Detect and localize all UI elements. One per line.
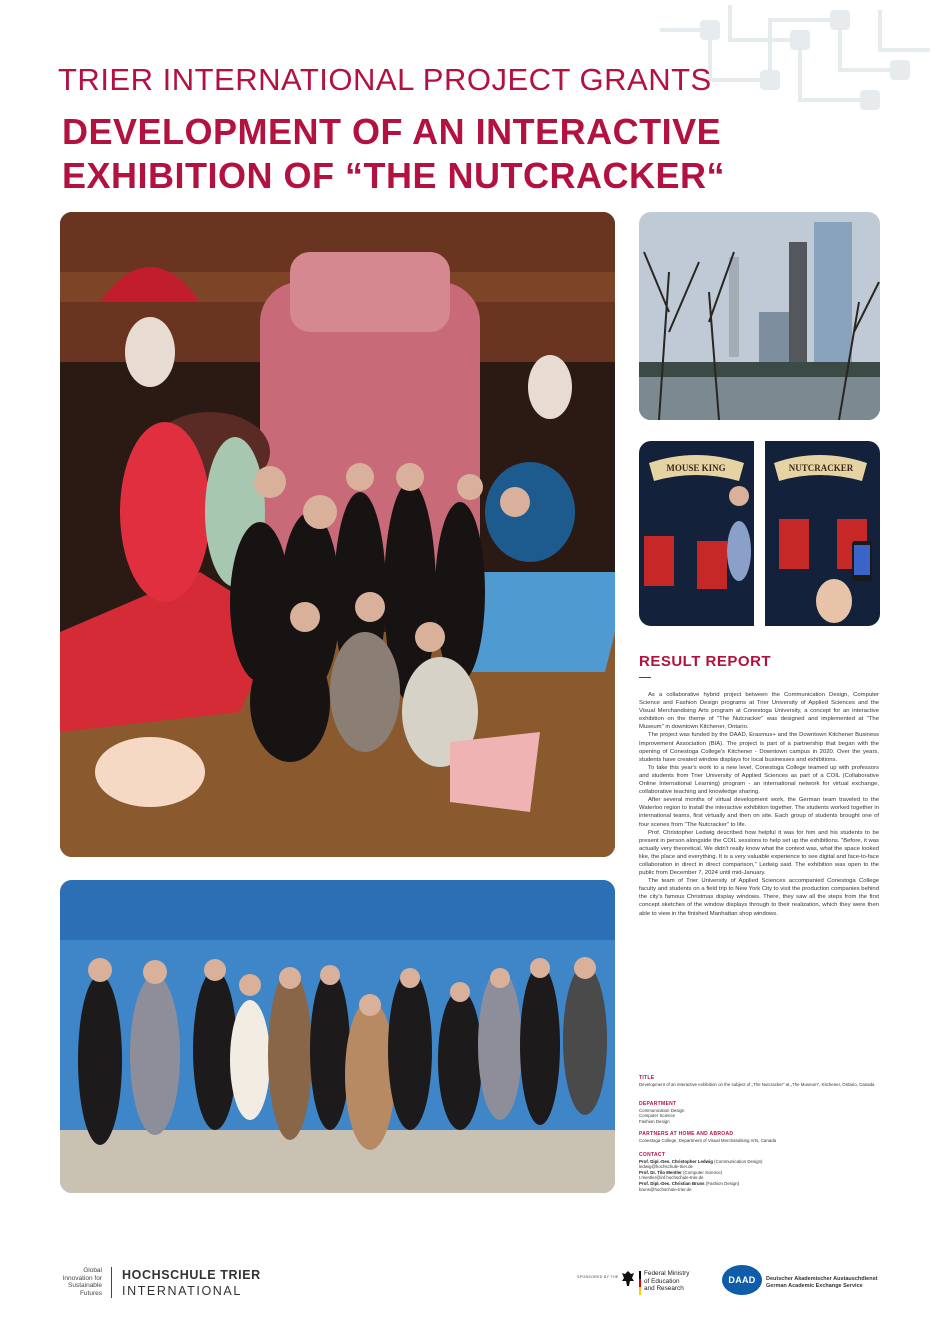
contact-email[interactable]: bruns@hochschule-trier.de — [639, 1186, 692, 1192]
result-report-heading: RESULT REPORT — [639, 653, 772, 670]
heading-underline — [639, 677, 651, 678]
meta-contact-block — [639, 1153, 884, 1192]
footer-divider — [111, 1267, 112, 1298]
daad-name-de: Deutscher Akademischer Austauschdienst — [766, 1276, 878, 1282]
report-paragraph: After several months of virtual development work, the German team traveled to the Waterloo region to install the interactive exhibition together. The students worked together in international teams, first virtually and then on site. Each group of students brought one of four scenes from "The Nutcracker" to life. — [639, 797, 879, 828]
department-item: Communication Design — [639, 1107, 685, 1113]
contact-name: Prof. Dr. Tilo Mentler — [639, 1169, 682, 1175]
bmbf-line: and Research — [644, 1285, 684, 1293]
contact-role: (Computer Science) — [683, 1169, 723, 1175]
report-paragraph: The project was funded by the DAAD, Erasmus+ and the Downtown Kitchener Business Improvement Association (BIA). The project is part of a partnership that began with the opening of Conestoga College's Kitchener - Downtown campus in 2020. Over the years, students have created window displays for local businesses and exhibitions. — [639, 732, 879, 763]
page-kicker: TRIER INTERNATIONAL PROJECT GRANTS — [58, 62, 712, 97]
meta-partners-label: PARTNERS AT HOME AND ABROAD — [639, 1131, 734, 1137]
contact-email[interactable]: t.mentler@inf.hochschule-trier.de — [639, 1175, 704, 1181]
hochschule-trier-logo-line2: INTERNATIONAL — [122, 1284, 242, 1298]
contact-role: (Communication Design) — [714, 1158, 763, 1164]
contact-email[interactable]: ledwig@hochschule-trier.de — [639, 1164, 694, 1170]
daad-logo: DAAD — [722, 1265, 762, 1295]
page-title: DEVELOPMENT OF AN INTERACTIVE EXHIBITION OF “THE NUTCRACKER“ — [62, 111, 725, 196]
sponsored-by-label: SPONSORED BY THE — [577, 1275, 619, 1279]
contact-name: Prof. Dipl.-Des. Christopher Ledwig — [639, 1158, 713, 1164]
bmbf-line: of Education — [644, 1277, 680, 1285]
report-paragraph: As a collaborative hybrid project between the Communication Design, Computer Science and Fashion Design programs at Trier University of Applied Sciences and the Visual Merchandising Arts program at Conestoga University, a concept for an interactive exhibition on the theme of "The Nutcracker" was designed and implemented at "The Museum" in downtown Kitchener, Ontario. — [639, 692, 879, 731]
department-item: Fashion Design — [639, 1118, 670, 1124]
meta-title-block — [639, 1076, 884, 1087]
meta-contact-label: CONTACT — [639, 1152, 666, 1158]
group-photo-blue-wall — [60, 880, 615, 1193]
meta-partners-value: Conestoga College, Department of Visual Merchandising Arts, Canada — [639, 1137, 777, 1143]
bmbf-line: Federal Ministry — [644, 1270, 690, 1277]
new-york-skyline-photo — [639, 212, 880, 420]
meta-title-label: TITLE — [639, 1075, 655, 1081]
exhibition-group-photo — [60, 212, 615, 857]
contact-role: (Fashion Design) — [705, 1180, 740, 1186]
network-pattern-decoration — [640, 0, 940, 120]
department-item: Computer Science — [639, 1113, 676, 1119]
meta-department-block — [639, 1102, 884, 1124]
result-report-body — [639, 691, 879, 918]
hochschule-trier-logo-line1: HOCHSCHULE TRIER — [122, 1268, 261, 1282]
contact-name: Prof. Dipl.-Des. Christian Bruns — [639, 1180, 705, 1186]
federal-eagle-icon — [621, 1269, 635, 1295]
meta-title-value: Development of an interactive exhibition on the subject of „The Nutcracker“ at „The Museum“, Kitchener, Ontario, Canada — [639, 1081, 875, 1087]
sign-mouse-king: MOUSE KING — [666, 463, 726, 473]
report-paragraph: The team of Trier University of Applied Sciences accompanied Conestoga College faculty and students on a field trip to New York City to visit the production companies behind the city's famous Christmas display windows. There, they saw all the steps from the first concept sketches of the window displays through to their realization, which they were then able to view in the finished Manhattan shop windows. — [639, 878, 879, 917]
report-paragraph: To take this year's work to a new level, Conestoga College teamed up with professors and students from Trier University of Applied Sciences as part of a COIL (Collaborative Online International Learning) program - an international network for virtual exchange, collaborative teaching and knowledge sharing. — [639, 764, 879, 796]
meta-partners-block — [639, 1132, 884, 1143]
bmbf-logo-text — [644, 1270, 689, 1293]
interactive-display-photo — [639, 441, 880, 626]
footer-tagline: Global Innovation for Sustainable Futures — [62, 1267, 102, 1297]
meta-department-label: DEPARTMENT — [639, 1101, 677, 1107]
german-flag-bar-icon — [639, 1271, 641, 1295]
daad-name-en: German Academic Exchange Service — [766, 1283, 863, 1289]
sign-nutcracker: NUTCRACKER — [788, 463, 854, 473]
report-paragraph: Prof. Christopher Ledwig described how helpful it was for him and his students to be present in person alongside the COIL sessions to help set up the exhibitions. "Before, it was actually very theoretical. We didn't really know what the context was, what the space looked like, the place and everything. It is a very valuable experience to see digital and face-to-face collaboration in direct in direct comparison," Ledwig said. The exhibition was open to the public from December 7, 2024 until mid-January. — [639, 829, 879, 877]
daad-name — [766, 1276, 877, 1290]
